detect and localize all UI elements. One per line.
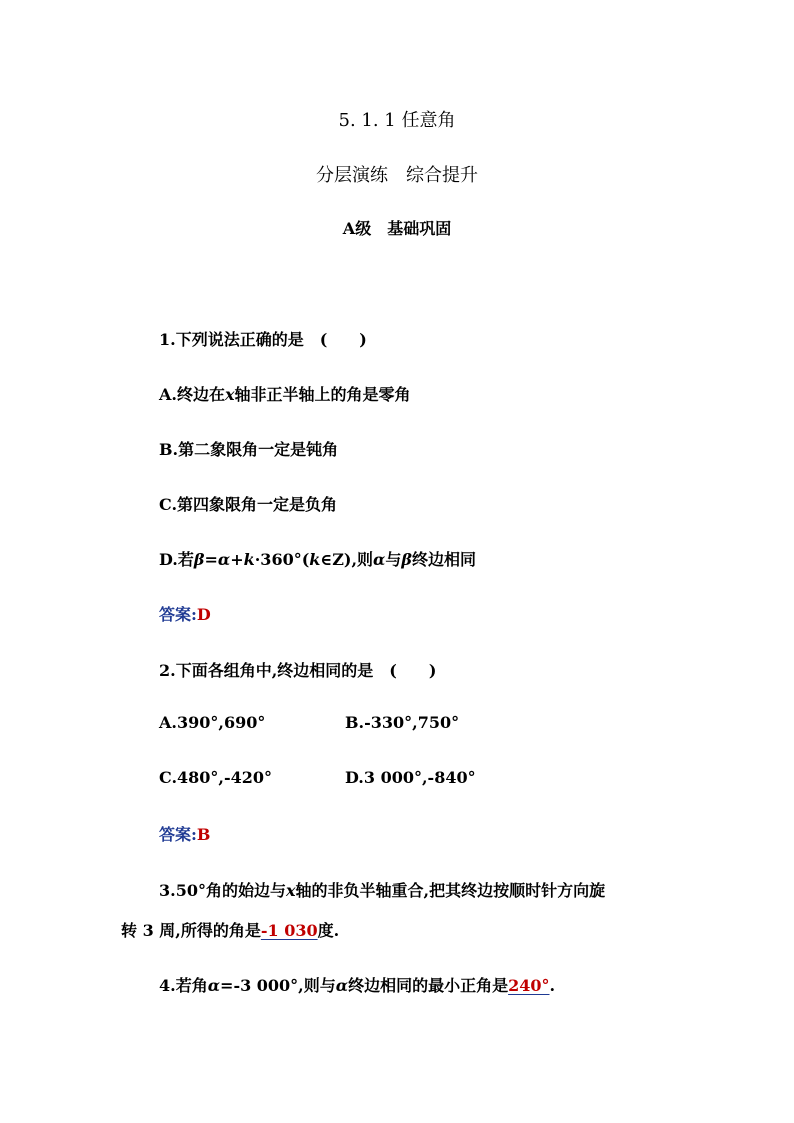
q2-answer-label: 答案: bbox=[159, 825, 197, 844]
page-subtitle: 分层演练 综合提升 bbox=[316, 165, 478, 186]
q2-option-a: A.390°,690° bbox=[159, 713, 266, 732]
q2-answer-value: B bbox=[196, 825, 211, 844]
q2-option-c: C.480°,-420° bbox=[159, 768, 273, 787]
q1-answer bbox=[159, 602, 211, 625]
q2-option-d: D.3 000°,-840° bbox=[345, 768, 476, 787]
q3-answer-blank: -1 030 bbox=[260, 921, 318, 940]
q1-answer-value: D bbox=[196, 605, 211, 624]
q1-answer-label: 答案: bbox=[159, 605, 197, 624]
q4-answer-blank: 240° bbox=[508, 976, 550, 995]
q2-answer bbox=[159, 822, 210, 845]
q3-line1: 3.50°角的始边与x轴的非负半轴重合,把其终边按顺时针方向旋 bbox=[159, 881, 606, 900]
q2-option-b: B.-330°,750° bbox=[345, 713, 460, 732]
q2-stem: 2.下面各组角中,终边相同的是 ( ) bbox=[159, 661, 437, 680]
q1-option-a: A.终边在x轴非正半轴上的角是零角 bbox=[159, 385, 411, 404]
level-heading: A级 基础巩固 bbox=[342, 219, 452, 238]
q1-option-b: B.第二象限角一定是钝角 bbox=[159, 440, 339, 459]
q3-line2: 转 3 周,所得的角是-1 030度. bbox=[121, 921, 340, 940]
q1-stem: 1.下列说法正确的是 ( ) bbox=[159, 330, 367, 349]
q4-text: 4.若角α=-3 000°,则与α终边相同的最小正角是240°. bbox=[159, 976, 556, 995]
q1-option-c: C.第四象限角一定是负角 bbox=[159, 495, 338, 514]
page-title: 5. 1. 1 任意角 bbox=[338, 110, 456, 131]
q1-option-d: D.若β=α+k·360°(k∈Z),则α与β终边相同 bbox=[159, 550, 477, 569]
